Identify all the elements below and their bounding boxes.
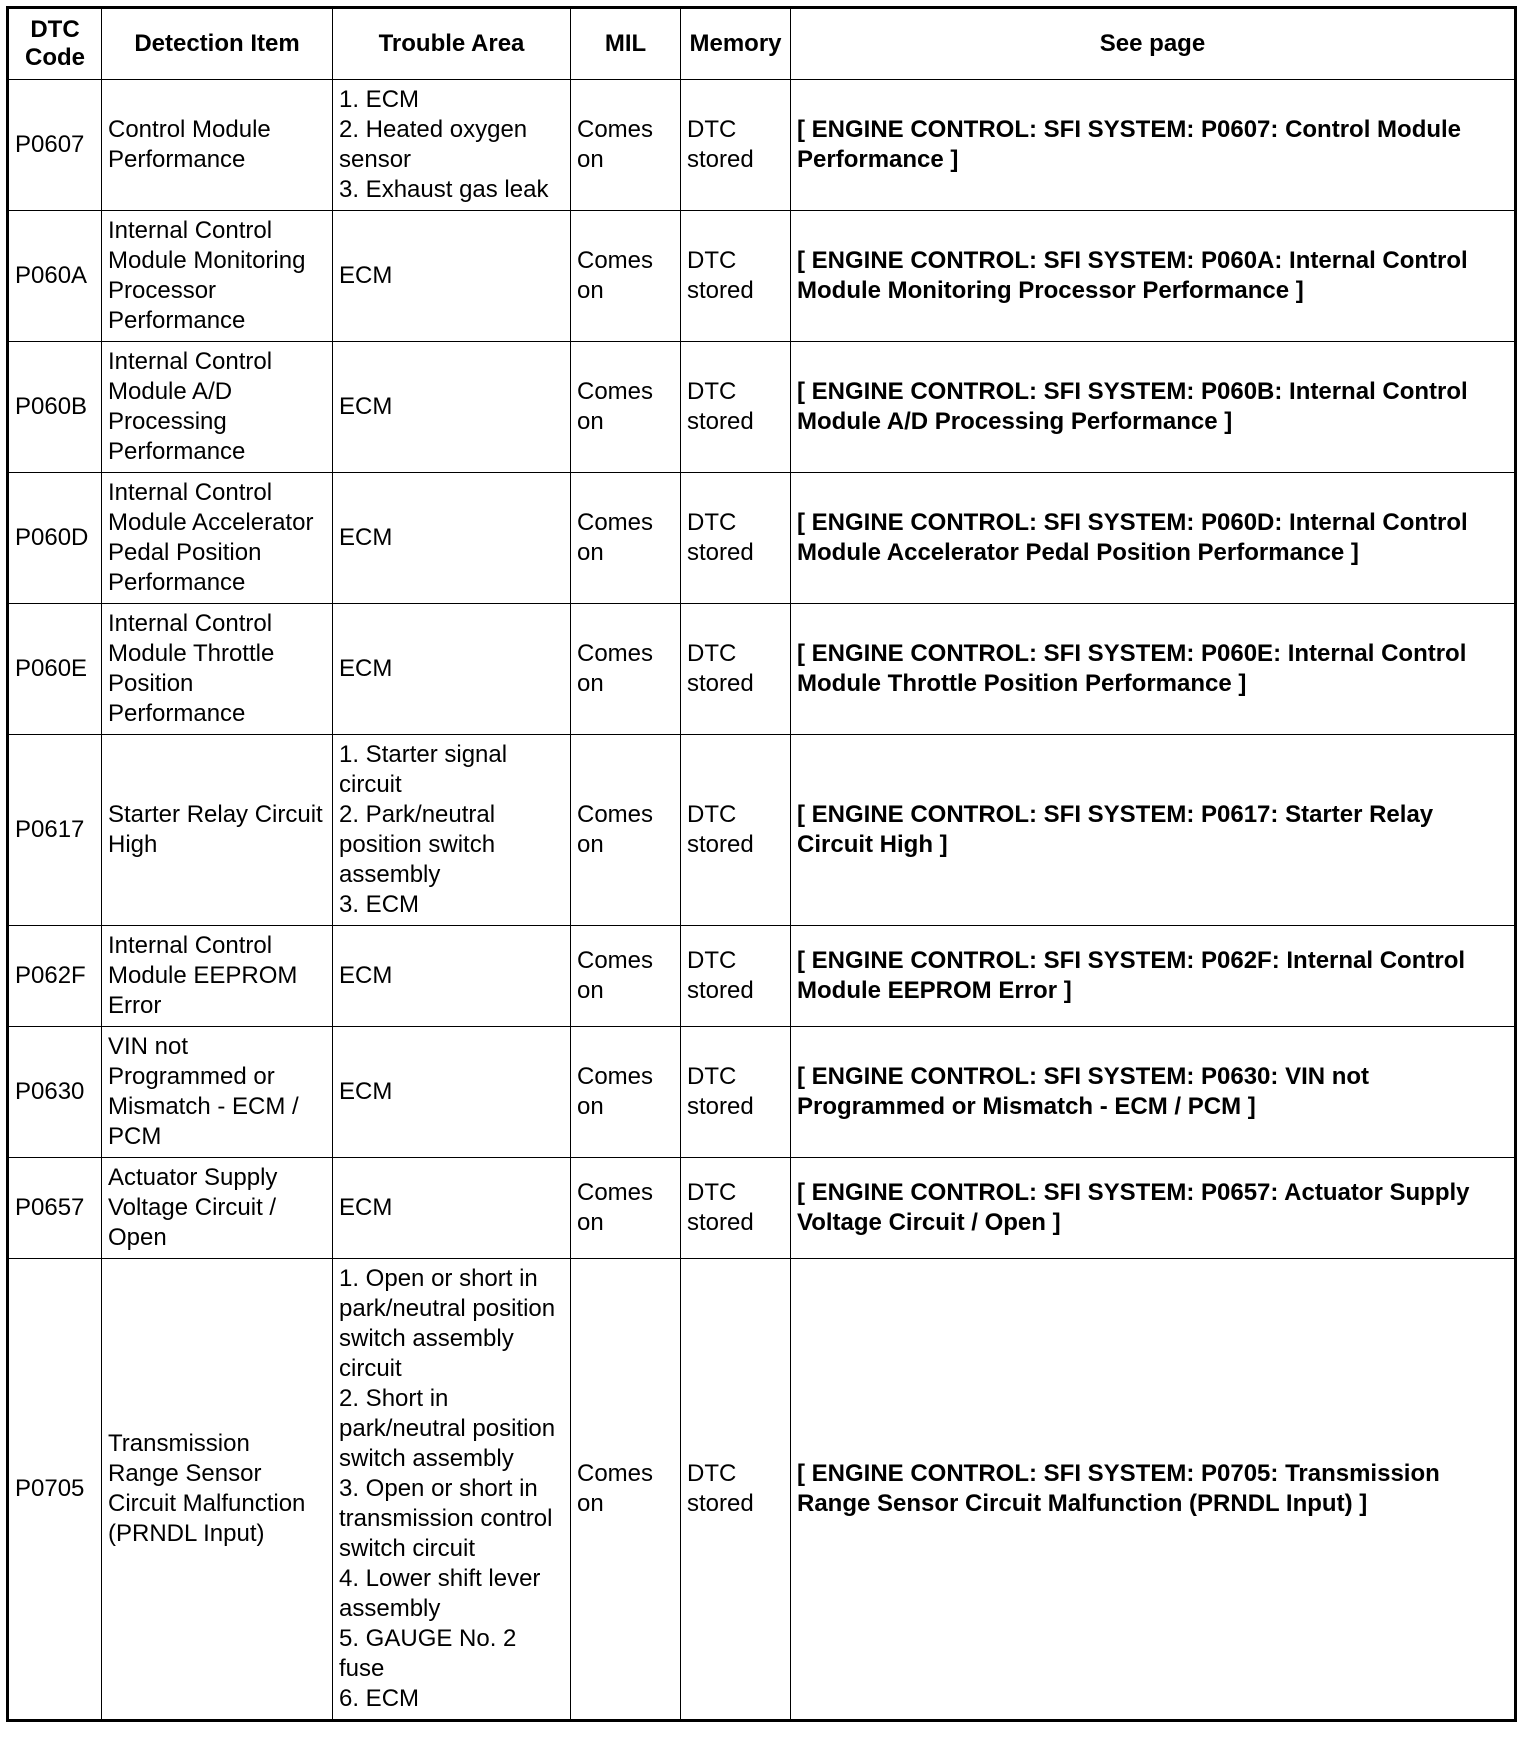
mil-cell: Comes on: [571, 1259, 681, 1721]
table-row: [8, 604, 1516, 735]
trouble-area-line: ECM: [339, 1078, 393, 1105]
dtc-code-cell: P0617: [8, 735, 102, 926]
dtc-code-cell: P060B: [8, 342, 102, 473]
detection-item-cell: Internal Control Module EEPROM Error: [102, 926, 333, 1027]
trouble-area-line: 2. Park/neutral position switch assembly: [339, 801, 496, 888]
table-row: [8, 80, 1516, 211]
see-page-link: [ ENGINE CONTROL: SFI SYSTEM: P060E: Internal Control Module Throttle Position Performance ]: [791, 604, 1516, 735]
mil-cell: Comes on: [571, 1027, 681, 1158]
dtc-table: [6, 6, 1517, 1722]
see-page-link: [ ENGINE CONTROL: SFI SYSTEM: P0657: Actuator Supply Voltage Circuit / Open ]: [791, 1158, 1516, 1259]
detection-item-cell: Internal Control Module Monitoring Processor Performance: [102, 211, 333, 342]
mil-cell: Comes on: [571, 604, 681, 735]
trouble-area-line: 1. Open or short in park/neutral position switch assembly circuit: [339, 1265, 556, 1382]
trouble-area-line: 4. Lower shift lever assembly: [339, 1565, 541, 1622]
memory-cell: DTC stored: [681, 926, 791, 1027]
table-row: [8, 1027, 1516, 1158]
trouble-area-line: ECM: [339, 1194, 393, 1221]
table-row: [8, 211, 1516, 342]
dtc-code-cell: P060A: [8, 211, 102, 342]
trouble-area-cell: [333, 926, 571, 1027]
see-page-link: [ ENGINE CONTROL: SFI SYSTEM: P060B: Internal Control Module A/D Processing Performance ]: [791, 342, 1516, 473]
trouble-area-line: 1. Starter signal circuit: [339, 741, 508, 798]
memory-cell: DTC stored: [681, 604, 791, 735]
mil-cell: Comes on: [571, 211, 681, 342]
dtc-code-cell: P060D: [8, 473, 102, 604]
detection-item-cell: VIN not Programmed or Mismatch - ECM / PCM: [102, 1027, 333, 1158]
memory-cell: DTC stored: [681, 1259, 791, 1721]
see-page-link: [ ENGINE CONTROL: SFI SYSTEM: P0617: Starter Relay Circuit High ]: [791, 735, 1516, 926]
trouble-area-line: ECM: [339, 962, 393, 989]
trouble-area-line: ECM: [339, 393, 393, 420]
memory-cell: DTC stored: [681, 1158, 791, 1259]
detection-item-cell: Internal Control Module A/D Processing Performance: [102, 342, 333, 473]
trouble-area-cell: [333, 473, 571, 604]
detection-item-cell: Control Module Performance: [102, 80, 333, 211]
detection-item-cell: Internal Control Module Throttle Position Performance: [102, 604, 333, 735]
detection-item-cell: Starter Relay Circuit High: [102, 735, 333, 926]
trouble-area-line: 3. ECM: [339, 891, 420, 918]
header-see-page: See page: [791, 8, 1516, 80]
table-row: [8, 342, 1516, 473]
detection-item-cell: Actuator Supply Voltage Circuit / Open: [102, 1158, 333, 1259]
mil-cell: Comes on: [571, 1158, 681, 1259]
dtc-code-cell: P0630: [8, 1027, 102, 1158]
table-body: [8, 80, 1516, 1721]
header-detection-item: Detection Item: [102, 8, 333, 80]
memory-cell: DTC stored: [681, 211, 791, 342]
trouble-area-cell: [333, 342, 571, 473]
mil-cell: Comes on: [571, 342, 681, 473]
detection-item-cell: Internal Control Module Accelerator Pedal Position Performance: [102, 473, 333, 604]
memory-cell: DTC stored: [681, 473, 791, 604]
see-page-link: [ ENGINE CONTROL: SFI SYSTEM: P060D: Internal Control Module Accelerator Pedal Position Performance ]: [791, 473, 1516, 604]
table-row: [8, 926, 1516, 1027]
trouble-area-line: 3. Open or short in transmission control switch circuit: [339, 1475, 553, 1562]
header-dtc-code: DTC Code: [8, 8, 102, 80]
dtc-code-cell: P060E: [8, 604, 102, 735]
trouble-area-cell: [333, 1027, 571, 1158]
header-trouble-area: Trouble Area: [333, 8, 571, 80]
see-page-link: [ ENGINE CONTROL: SFI SYSTEM: P060A: Internal Control Module Monitoring Processor Performance ]: [791, 211, 1516, 342]
table-row: [8, 735, 1516, 926]
trouble-area-cell: [333, 604, 571, 735]
trouble-area-line: ECM: [339, 524, 393, 551]
trouble-area-line: ECM: [339, 262, 393, 289]
see-page-link: [ ENGINE CONTROL: SFI SYSTEM: P0607: Control Module Performance ]: [791, 80, 1516, 211]
dtc-code-cell: P0705: [8, 1259, 102, 1721]
trouble-area-cell: [333, 1259, 571, 1721]
table-row: [8, 1259, 1516, 1721]
mil-cell: Comes on: [571, 735, 681, 926]
trouble-area-line: 5. GAUGE No. 2 fuse: [339, 1625, 517, 1682]
mil-cell: Comes on: [571, 926, 681, 1027]
dtc-table-container: [6, 6, 1517, 1722]
see-page-link: [ ENGINE CONTROL: SFI SYSTEM: P0630: VIN not Programmed or Mismatch - ECM / PCM ]: [791, 1027, 1516, 1158]
memory-cell: DTC stored: [681, 1027, 791, 1158]
mil-cell: Comes on: [571, 80, 681, 211]
trouble-area-line: 2. Short in park/neutral position switch assembly: [339, 1385, 556, 1472]
trouble-area-line: 3. Exhaust gas leak: [339, 176, 549, 203]
header-mil: MIL: [571, 8, 681, 80]
dtc-code-cell: P0607: [8, 80, 102, 211]
dtc-code-cell: P0657: [8, 1158, 102, 1259]
memory-cell: DTC stored: [681, 80, 791, 211]
trouble-area-line: 2. Heated oxygen sensor: [339, 116, 528, 173]
table-row: [8, 473, 1516, 604]
memory-cell: DTC stored: [681, 342, 791, 473]
dtc-code-cell: P062F: [8, 926, 102, 1027]
trouble-area-cell: [333, 80, 571, 211]
trouble-area-line: 6. ECM: [339, 1685, 420, 1712]
header-memory: Memory: [681, 8, 791, 80]
see-page-link: [ ENGINE CONTROL: SFI SYSTEM: P0705: Transmission Range Sensor Circuit Malfunction (PRNDL Input) ]: [791, 1259, 1516, 1721]
trouble-area-line: ECM: [339, 655, 393, 682]
trouble-area-line: 1. ECM: [339, 86, 420, 113]
memory-cell: DTC stored: [681, 735, 791, 926]
trouble-area-cell: [333, 735, 571, 926]
table-row: [8, 1158, 1516, 1259]
table-header-row: [8, 8, 1516, 80]
trouble-area-cell: [333, 211, 571, 342]
detection-item-cell: Transmission Range Sensor Circuit Malfunction (PRNDL Input): [102, 1259, 333, 1721]
mil-cell: Comes on: [571, 473, 681, 604]
trouble-area-cell: [333, 1158, 571, 1259]
see-page-link: [ ENGINE CONTROL: SFI SYSTEM: P062F: Internal Control Module EEPROM Error ]: [791, 926, 1516, 1027]
